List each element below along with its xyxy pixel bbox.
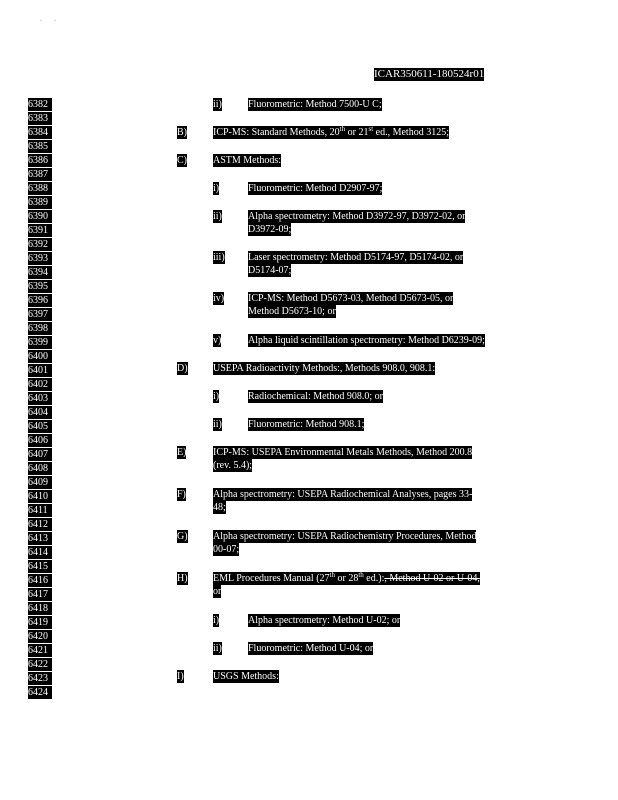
item-text: Alpha spectrometry: USEPA Radiochemical Analyses, pages 33- bbox=[213, 489, 473, 500]
line-number: 6407 bbox=[28, 448, 52, 461]
item-text: Alpha liquid scintillation spectrometry: Method D6239-09; bbox=[248, 335, 485, 346]
item-label: G) bbox=[177, 531, 188, 542]
superscript: th bbox=[358, 571, 364, 579]
item-label: iii) bbox=[213, 252, 225, 263]
line-number: 6422 bbox=[28, 658, 52, 671]
item-text bbox=[213, 572, 480, 585]
line-number: 6385 bbox=[28, 140, 52, 153]
line-number: 6406 bbox=[28, 434, 52, 447]
line-number: 6411 bbox=[28, 504, 52, 517]
item-text: (rev. 5.4); bbox=[213, 460, 253, 471]
struck-text: , Method U-02 or U-04, bbox=[384, 573, 480, 584]
line-number: 6409 bbox=[28, 476, 52, 489]
item-text: or bbox=[213, 586, 222, 597]
item-label: B) bbox=[177, 127, 187, 138]
item-label: i) bbox=[213, 183, 220, 194]
line-number: 6408 bbox=[28, 462, 52, 475]
item-text: ASTM Methods: bbox=[213, 155, 282, 166]
line-number: 6391 bbox=[28, 224, 52, 237]
line-number: 6392 bbox=[28, 238, 52, 251]
text-part: ICP-MS: Standard Methods, 20 bbox=[213, 127, 340, 138]
item-text: USEPA Radioactivity Methods:, Methods 908.0, 908.1: bbox=[213, 363, 436, 374]
item-text: Laser spectrometry: Method D5174-97, D5174-02, or bbox=[248, 252, 464, 263]
line-number: 6399 bbox=[28, 336, 52, 349]
line-number: 6402 bbox=[28, 378, 52, 391]
line-number: 6418 bbox=[28, 602, 52, 615]
line-number: 6416 bbox=[28, 574, 52, 587]
line-number: 6421 bbox=[28, 644, 52, 657]
item-text: Method D5673-10; or bbox=[248, 306, 336, 317]
line-number: 6420 bbox=[28, 630, 52, 643]
text-part: ed., Method 3125; bbox=[373, 127, 449, 138]
line-number: 6401 bbox=[28, 364, 52, 377]
item-label: ii) bbox=[213, 419, 222, 430]
line-number: 6413 bbox=[28, 532, 52, 545]
item-text: Fluorometric: Method D2907-97; bbox=[248, 183, 383, 194]
item-label: F) bbox=[177, 489, 186, 500]
item-label: D) bbox=[177, 363, 188, 374]
line-number: 6387 bbox=[28, 168, 52, 181]
item-text: D5174-07; bbox=[248, 265, 292, 276]
scan-speck: · · bbox=[40, 18, 56, 24]
document-id-header: ICAR350611-180524r01 bbox=[374, 68, 485, 80]
item-text: ICP-MS: USEPA Environmental Metals Methods, Method 200.8 bbox=[213, 447, 473, 458]
item-text: 00-07; bbox=[213, 544, 240, 555]
line-number: 6423 bbox=[28, 672, 52, 685]
line-number: 6397 bbox=[28, 308, 52, 321]
item-label: C) bbox=[177, 155, 187, 166]
text-part: or 21 bbox=[345, 127, 369, 138]
item-label: I) bbox=[177, 671, 184, 682]
item-label: i) bbox=[213, 391, 220, 402]
item-label: v) bbox=[213, 335, 222, 346]
line-number: 6403 bbox=[28, 392, 52, 405]
item-text: Fluorometric: Method 908.1; bbox=[248, 419, 365, 430]
superscript: st bbox=[368, 125, 374, 133]
item-text: D3972-09; bbox=[248, 224, 292, 235]
superscript: th bbox=[339, 125, 346, 133]
line-number: 6424 bbox=[28, 686, 52, 699]
line-number: 6396 bbox=[28, 294, 52, 307]
item-text: 48; bbox=[213, 502, 226, 513]
line-number: 6382 bbox=[28, 98, 52, 111]
item-label: iv) bbox=[213, 293, 225, 304]
line-number: 6412 bbox=[28, 518, 52, 531]
text-part: EML Procedures Manual (27 bbox=[213, 573, 330, 584]
item-text: Alpha spectrometry: Method D3972-97, D3972-02, or bbox=[248, 211, 466, 222]
item-text: ICP-MS: Method D5673-03, Method D5673-05, or bbox=[248, 293, 454, 304]
line-number: 6415 bbox=[28, 560, 52, 573]
line-number: 6388 bbox=[28, 182, 52, 195]
item-text: Alpha spectrometry: USEPA Radiochemistry Procedures, Method bbox=[213, 531, 477, 542]
line-number: 6383 bbox=[28, 112, 52, 125]
item-text: Fluorometric: Method 7500-U C; bbox=[248, 99, 382, 110]
item-label: E) bbox=[177, 447, 187, 458]
item-text: Radiochemical: Method 908.0; or bbox=[248, 391, 383, 402]
item-label: ii) bbox=[213, 99, 222, 110]
line-number: 6386 bbox=[28, 154, 52, 167]
item-text: Alpha spectrometry: Method U-02; or bbox=[248, 615, 401, 626]
line-number: 6398 bbox=[28, 322, 52, 335]
item-label: i) bbox=[213, 615, 220, 626]
item-label: ii) bbox=[213, 643, 222, 654]
line-number: 6389 bbox=[28, 196, 52, 209]
item-label: H) bbox=[177, 573, 188, 584]
line-number: 6390 bbox=[28, 210, 52, 223]
line-number: 6419 bbox=[28, 616, 52, 629]
item-label: ii) bbox=[213, 211, 222, 222]
line-number: 6405 bbox=[28, 420, 52, 433]
superscript: th bbox=[329, 571, 335, 579]
item-text: USGS Methods: bbox=[213, 671, 279, 682]
text-part: ed.): bbox=[363, 573, 385, 584]
text-part: or 28 bbox=[335, 573, 359, 584]
line-number: 6384 bbox=[28, 126, 52, 139]
line-number: 6414 bbox=[28, 546, 52, 559]
line-number: 6417 bbox=[28, 588, 52, 601]
line-number: 6400 bbox=[28, 350, 52, 363]
line-number: 6404 bbox=[28, 406, 52, 419]
item-text: Fluorometric: Method U-04; or bbox=[248, 643, 374, 654]
line-number: 6410 bbox=[28, 490, 52, 503]
line-number: 6395 bbox=[28, 280, 52, 293]
line-number: 6394 bbox=[28, 266, 52, 279]
line-number: 6393 bbox=[28, 252, 52, 265]
item-text bbox=[213, 126, 449, 139]
